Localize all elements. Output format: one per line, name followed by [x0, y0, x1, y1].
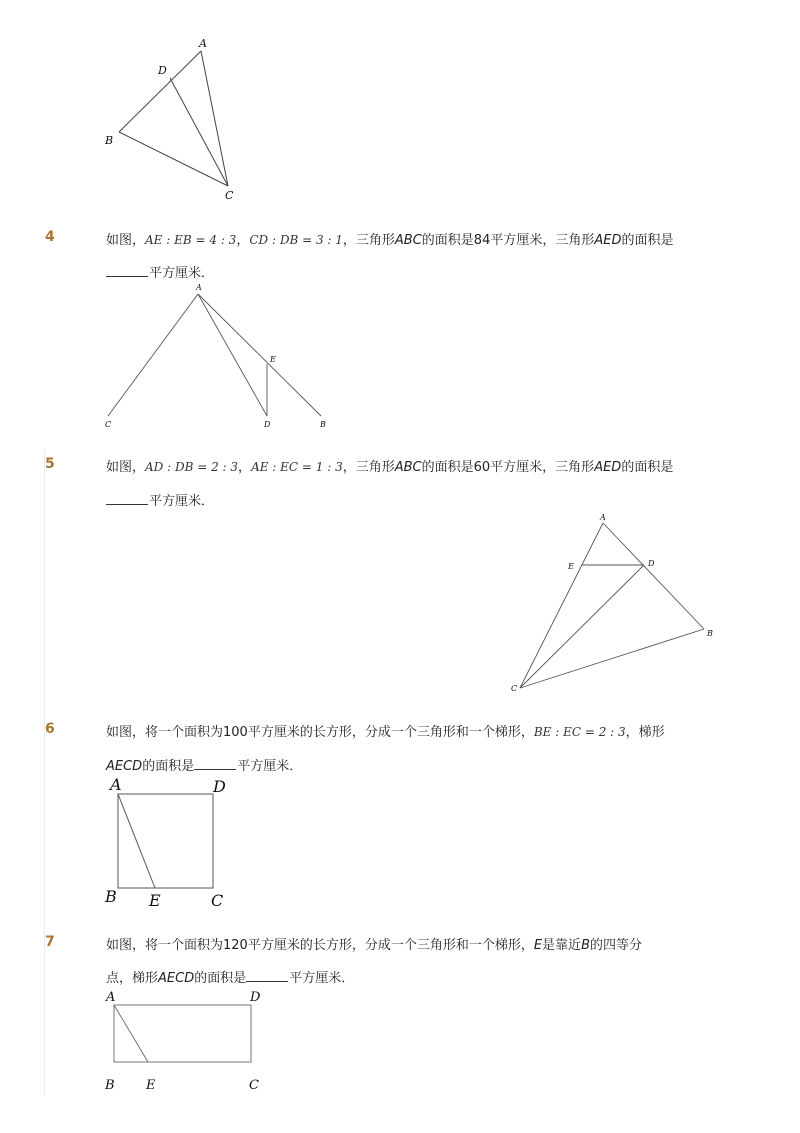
point-e-label: E — [146, 1078, 156, 1093]
question-7-line-2 — [106, 967, 354, 986]
point-d-label: D — [213, 777, 226, 796]
left-margin-rule — [44, 450, 45, 1095]
point-e-label: E — [149, 891, 161, 910]
question-4-line-1 — [106, 229, 673, 248]
point-c-label: C — [225, 189, 234, 202]
q7-trapezoid-name: AECD — [158, 971, 195, 986]
figure-q6-rectangle — [100, 772, 250, 912]
q5-text-mid2: 的面积是60平方厘米，三角形 — [421, 460, 595, 475]
q5-text-pre: 如图， — [106, 460, 146, 475]
question-number: 5 — [45, 456, 55, 472]
q5-text-mid: ，三角形 — [342, 460, 395, 475]
question-number: 7 — [45, 934, 55, 950]
answer-blank[interactable] — [194, 757, 236, 770]
q7-text-end: 的四等分 — [589, 938, 642, 953]
q7-text-mid2: 的面积是 — [194, 971, 247, 986]
q6-text-pre2: 的面积是 — [142, 759, 195, 774]
q4-text-mid2: 的面积是84平方厘米，三角形 — [421, 233, 595, 248]
q7-unit: 平方厘米． — [289, 971, 355, 986]
q4-text-sep: ， — [236, 233, 250, 248]
q4-unit: 平方厘米． — [149, 266, 215, 281]
q4-triangle-aed: AED — [594, 233, 622, 248]
question-7-line-1 — [106, 934, 642, 953]
point-a-label: A — [110, 775, 122, 794]
question-5-line-2 — [106, 490, 214, 509]
q6-ratio-be-ec: BE : EC = 2 : 3 — [533, 725, 626, 739]
q7-text-pre2: 点，梯形 — [106, 971, 159, 986]
q4-text-pre: 如图， — [106, 233, 146, 248]
q5-ratio-ad-db: AD : DB = 2 : 3 — [145, 460, 239, 474]
answer-blank[interactable] — [106, 492, 148, 505]
q4-text-mid: ，三角形 — [342, 233, 395, 248]
q7-point-b: B — [581, 938, 590, 953]
point-d-label: D — [158, 64, 167, 77]
point-b-label: B — [105, 1078, 115, 1093]
q5-triangle-abc: ABC — [394, 460, 422, 475]
q6-text-end: ，梯形 — [625, 725, 665, 740]
point-e-label: E — [568, 562, 574, 571]
point-a-label: A — [196, 283, 202, 292]
figure-q5-triangle — [505, 508, 725, 698]
q5-unit: 平方厘米． — [149, 494, 215, 509]
q7-text-pre: 如图，将一个面积为120平方厘米的长方形，分成一个三角形和一个梯形， — [106, 938, 534, 953]
question-5-line-1 — [106, 456, 673, 475]
point-b-label: B — [320, 420, 326, 429]
q4-ratio-ae-eb: AE : EB = 4 : 3 — [145, 233, 237, 247]
figure-q4-triangle — [100, 282, 340, 432]
q6-unit: 平方厘米． — [237, 759, 303, 774]
q7-text-mid: 是靠近 — [542, 938, 582, 953]
question-6-line-1 — [106, 721, 665, 740]
point-a-label: A — [106, 990, 116, 1005]
point-a-label: A — [600, 513, 606, 522]
point-b-label: B — [105, 134, 114, 147]
q4-ratio-cd-db: CD : DB = 3 : 1 — [249, 233, 343, 247]
point-c-label: C — [211, 891, 224, 910]
point-d-label: D — [250, 990, 261, 1005]
point-b-label: B — [707, 629, 713, 638]
q4-text-end: 的面积是 — [621, 233, 674, 248]
answer-blank[interactable] — [106, 264, 148, 277]
answer-blank[interactable] — [246, 969, 288, 982]
q5-text-end: 的面积是 — [621, 460, 674, 475]
figure-q7-rectangle — [100, 986, 270, 1096]
point-a-label: A — [199, 37, 207, 50]
q5-text-sep: ， — [238, 460, 252, 475]
point-e-label: E — [270, 355, 276, 364]
point-c-label: C — [511, 684, 518, 693]
q5-ratio-ae-ec: AE : EC = 1 : 3 — [251, 460, 343, 474]
q6-text-pre: 如图，将一个面积为100平方厘米的长方形，分成一个三角形和一个梯形， — [106, 725, 534, 740]
q7-point-e: E — [533, 938, 543, 953]
q6-trapezoid-name: AECD — [106, 759, 143, 774]
question-4-line-2 — [106, 262, 214, 281]
point-d-label: D — [264, 420, 271, 429]
point-d-label: D — [648, 559, 655, 568]
figure-q3-triangle — [100, 36, 260, 206]
point-c-label: C — [105, 420, 112, 429]
question-number: 6 — [45, 721, 55, 737]
q5-triangle-aed: AED — [594, 460, 622, 475]
point-b-label: B — [105, 887, 117, 906]
q4-triangle-abc: ABC — [394, 233, 422, 248]
question-number: 4 — [45, 229, 55, 245]
point-c-label: C — [249, 1078, 259, 1093]
